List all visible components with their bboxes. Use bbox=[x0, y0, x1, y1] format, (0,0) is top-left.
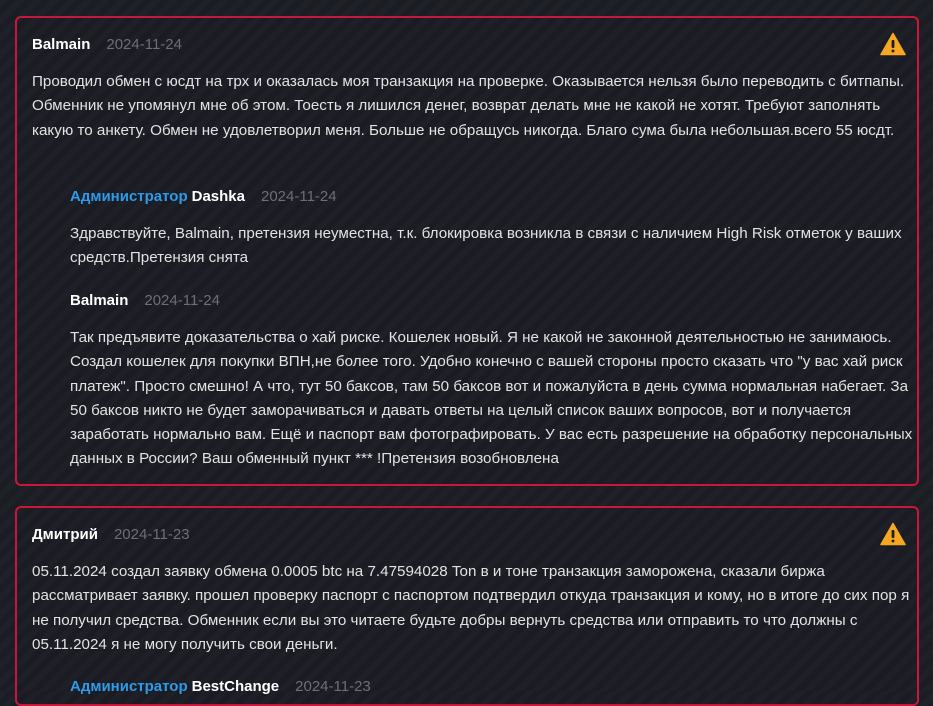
reply-header bbox=[70, 292, 220, 309]
reply-date: 2024-11-24 bbox=[144, 292, 220, 309]
reply-author: Balmain bbox=[70, 292, 129, 309]
review-date: 2024-11-24 bbox=[106, 36, 182, 53]
reply-role: Администратор bbox=[70, 188, 188, 205]
review-author: Дмитрий bbox=[32, 526, 98, 543]
review-date: 2024-11-23 bbox=[113, 526, 190, 543]
review-header bbox=[32, 526, 190, 543]
review-text: 05.11.2024 создал заявку обмена 0.0005 btc на 7.47594028 Ton в и тоне транзакция заморожена, сказали биржа рассматривает заявку. прошел проверку паспорт с паспортом подтвердил откуда транзакция и кому, но в итоге до сих пор я не получил средства. Обменник если вы это читаете будьте добры вернуть средства или отправить то что должны с 05.11.2024 я не могу получить свои деньги. bbox=[32, 563, 910, 653]
review-header bbox=[32, 36, 182, 53]
reply-text: Здравствуйте, Balmain, претензия неуместна, т.к. блокировка возникла в связи с наличием High Risk отметок у ваших средств.Претензия снята bbox=[70, 225, 902, 267]
warning-triangle-icon[interactable] bbox=[880, 32, 906, 56]
reply-date: 2024-11-24 bbox=[261, 188, 337, 205]
review-card bbox=[15, 506, 919, 706]
reply-author: Dashka bbox=[191, 188, 245, 205]
review-author: Balmain bbox=[32, 36, 91, 53]
reply-role: Администратор bbox=[70, 678, 188, 695]
reply-date: 2024-11-23 bbox=[295, 678, 371, 695]
reply-text: Так предъявите доказательства о хай риске. Кошелек новый. Я не какой не законной деятельностью не занимаюсь. Создал кошелек для покупки ВПН,не более того. Удобно конечно с вашей стороны просто сказать что "у вас хай риск платеж". Просто смешно! А что, тут 50 баксов, там 50 баксов вот и пожалуйста в день сумма нормальная набегает. За 50 баксов никто не будет заморачиваться и давать ответы на целый список ваших вопросов, вот и получается заработать нормально вам. Ещё и паспорт вам фотографировать. У вас есть разрешение на обработку персональных данных в России? Ваш обменный пункт *** !Претензия возобновлена bbox=[70, 329, 913, 468]
reply-header bbox=[70, 678, 371, 695]
reply-author: BestChange bbox=[191, 678, 280, 695]
warning-triangle-icon[interactable] bbox=[880, 522, 906, 546]
reply-header bbox=[70, 188, 337, 205]
review-text: Проводил обмен с юсдт на трх и оказалась моя транзакция на проверке. Оказывается нельзя было переводить с битпапы. Обменник не упомянул мне об этом. Тоесть я лишился денег, возврат делать мне не какой не хотят. Требуют заполнять какую то анкету. Обмен не удовлетворил меня. Больше не обращусь никогда. Благо сума была небольшая.всего 55 юсдт. bbox=[32, 73, 905, 139]
review-card bbox=[15, 16, 919, 486]
